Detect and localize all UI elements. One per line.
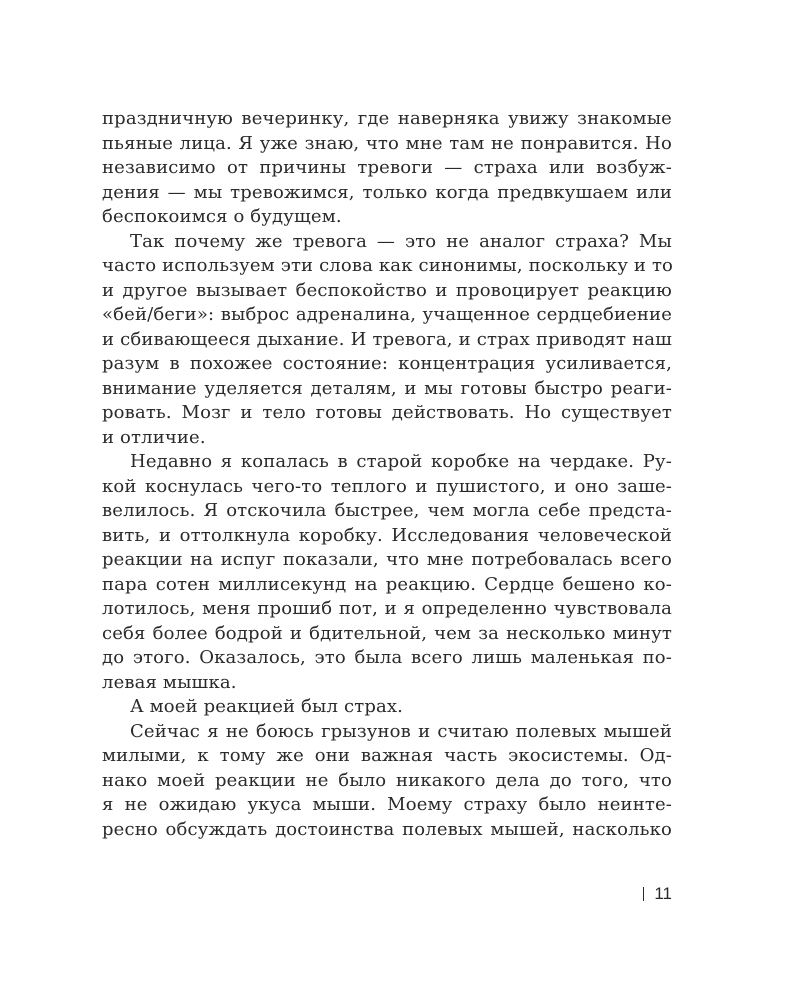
text-line: и сбивающееся дыхание. И тревога, и страх приводят наш (102, 328, 672, 350)
text-line: Сейчас я не боюсь грызунов и считаю полевых мышей (130, 720, 672, 742)
text-line: реакции на испуг показали, что мне потребовалась всего (102, 549, 672, 570)
text-line: и другое вызывает беспокойство и провоцирует реакцию (102, 279, 672, 301)
text-line: Так почему же тревога — это не аналог страха? Мы (130, 230, 672, 252)
text-line: лотилось, меня прошиб пот, и я определенно чувствовала (102, 598, 672, 619)
body-text (102, 107, 672, 842)
text-line: пьяные лица. Я уже знаю, что мне там не понравится. Но (102, 132, 672, 154)
text-line: часто используем эти слова как синонимы, поскольку и то (102, 255, 674, 276)
text-line: ресно обсуждать достоинства полевых мышей, насколько (102, 818, 672, 840)
text-line: и отличие. (102, 426, 206, 448)
text-line: внимание уделяется деталям, и мы готовы быстро реаги- (102, 377, 672, 399)
text-line: кой коснулась чего-то теплого и пушистого, и оно заше- (102, 475, 672, 497)
page-folio (643, 884, 672, 904)
text-line: до этого. Оказалось, это была всего лишь маленькая по- (102, 647, 672, 668)
text-line: «бей/беги»: выброс адреналина, учащенное сердцебиение (102, 304, 672, 325)
folio-divider (643, 887, 645, 901)
text-line: велилось. Я отскочила быстрее, чем могла себе предста- (102, 500, 672, 521)
text-line: А моей реакцией был страх. (130, 696, 404, 717)
text-line: праздничную вечеринку, где наверняка увижу знакомые (102, 108, 672, 129)
text-line: Недавно я копалась в старой коробке на чердаке. Ру- (130, 451, 672, 472)
text-line: нако моей реакции не было никакого дела до того, что (102, 769, 672, 791)
text-line: милыми, к тому же они важная часть экосистемы. Од- (102, 745, 672, 766)
text-line: разум в похожее состояние: концентрация усиливается, (102, 353, 672, 374)
text-line: беспокоимся о будущем. (102, 206, 342, 227)
text-line: вить, и оттолкнула коробку. Исследования человеческой (102, 524, 672, 546)
text-line: я не ожидаю укуса мыши. Моему страху было неинте- (102, 794, 672, 815)
text-line: дения — мы тревожимся, только когда предвкушаем или (102, 181, 672, 203)
text-line: себя более бодрой и бдительной, чем за несколько минут (102, 622, 672, 644)
page-number: 11 (654, 884, 672, 903)
text-line: независимо от причины тревоги — страха или возбуж- (102, 157, 672, 178)
text-line: пара сотен миллисекунд на реакцию. Сердце бешено ко- (102, 573, 672, 595)
text-line: ровать. Мозг и тело готовы действовать. Но существует (102, 402, 672, 423)
text-line: левая мышка. (102, 671, 237, 693)
